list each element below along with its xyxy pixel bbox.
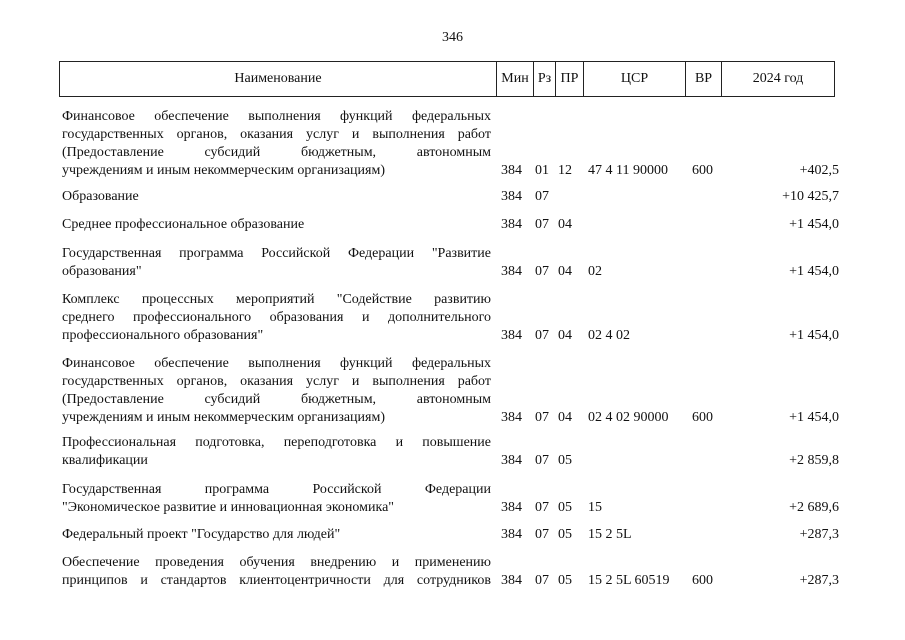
row-vr: 600: [692, 573, 713, 588]
row-name-line: Финансовое обеспечение выполнения функций федеральных: [62, 109, 491, 124]
row-min: 384: [501, 573, 522, 588]
row-pr: 04: [558, 410, 572, 425]
row-sum: +1 454,0: [789, 410, 839, 425]
row-min: 384: [501, 410, 522, 425]
page-number: 346: [442, 30, 463, 45]
row-name-line: среднего профессионального образования и дополнительного: [62, 310, 491, 325]
row-name: [62, 291, 491, 345]
row-name-line: Финансовое обеспечение выполнения функций федеральных: [62, 356, 491, 371]
row-sum: +2 689,6: [789, 500, 839, 515]
row-name-line: учреждениям и иным некоммерческим организациям): [62, 410, 386, 425]
row-name: [62, 481, 491, 517]
row-name-line: принципов и стандартов клиентоцентричности для сотрудников: [62, 573, 491, 588]
row-rz: 07: [535, 500, 549, 515]
row-name-line: образования": [62, 264, 142, 279]
row-name-line: Обеспечение проведения обучения внедрению и применению: [62, 555, 491, 570]
row-name-line: Государственная программа Российской Федерации "Развитие: [62, 246, 491, 261]
row-sum: +1 454,0: [789, 264, 839, 279]
row-csr: 02 4 02: [588, 328, 630, 343]
row-rz: 07: [535, 453, 549, 468]
header-name: Наименование: [60, 62, 497, 97]
row-min: 384: [501, 217, 522, 232]
row-pr: 05: [558, 500, 572, 515]
header-csr: ЦСР: [584, 62, 686, 97]
row-name: [62, 216, 491, 234]
row-pr: 05: [558, 527, 572, 542]
row-name: [62, 108, 491, 180]
row-name-line: государственных органов, оказания услуг и выполнения работ: [62, 374, 491, 389]
row-rz: 07: [535, 328, 549, 343]
row-name-line: Государственная программа Российской Федерации: [62, 482, 491, 497]
row-sum: +1 454,0: [789, 328, 839, 343]
row-csr: 15: [588, 500, 602, 515]
row-pr: 05: [558, 573, 572, 588]
table-header: [59, 61, 835, 97]
row-min: 384: [501, 328, 522, 343]
row-name-line: "Экономическое развитие и инновационная экономика": [62, 500, 395, 515]
row-min: 384: [501, 163, 522, 178]
row-min: 384: [501, 527, 522, 542]
row-rz: 01: [535, 163, 549, 178]
row-pr: 05: [558, 453, 572, 468]
row-csr: 47 4 11 90000: [588, 163, 668, 178]
row-min: 384: [501, 500, 522, 515]
row-sum: +10 425,7: [782, 189, 839, 204]
row-sum: +402,5: [799, 163, 839, 178]
row-pr: 12: [558, 163, 572, 178]
row-csr: 15 2 5L 60519: [588, 573, 670, 588]
header-pr: ПР: [556, 62, 584, 97]
row-rz: 07: [535, 527, 549, 542]
row-min: 384: [501, 453, 522, 468]
row-name-line: Образование: [62, 189, 139, 204]
row-name: [62, 245, 491, 281]
row-name-line: Федеральный проект "Государство для людей": [62, 527, 341, 542]
row-name: [62, 526, 491, 544]
row-pr: 04: [558, 328, 572, 343]
row-name: [62, 554, 491, 590]
row-sum: +287,3: [799, 527, 839, 542]
header-rz: Рз: [534, 62, 556, 97]
row-csr: 02: [588, 264, 602, 279]
row-rz: 07: [535, 217, 549, 232]
row-rz: 07: [535, 264, 549, 279]
row-min: 384: [501, 264, 522, 279]
row-sum: +287,3: [799, 573, 839, 588]
row-csr: 15 2 5L: [588, 527, 632, 542]
row-name-line: профессионального образования": [62, 328, 264, 343]
row-rz: 07: [535, 189, 549, 204]
row-name: [62, 434, 491, 470]
row-rz: 07: [535, 573, 549, 588]
row-vr: 600: [692, 410, 713, 425]
row-name-line: государственных органов, оказания услуг и выполнения работ: [62, 127, 491, 142]
row-vr: 600: [692, 163, 713, 178]
row-name-line: Комплекс процессных мероприятий "Содействие развитию: [62, 292, 491, 307]
row-pr: 04: [558, 264, 572, 279]
row-name-line: учреждениям и иным некоммерческим организациям): [62, 163, 386, 178]
row-name-line: (Предоставление субсидий бюджетным, автономным: [62, 392, 491, 407]
row-name: [62, 188, 491, 206]
row-pr: 04: [558, 217, 572, 232]
row-name-line: (Предоставление субсидий бюджетным, автономным: [62, 145, 491, 160]
row-csr: 02 4 02 90000: [588, 410, 669, 425]
row-name-line: квалификации: [62, 453, 148, 468]
row-name-line: Среднее профессиональное образование: [62, 217, 305, 232]
row-rz: 07: [535, 410, 549, 425]
header-year: 2024 год: [722, 62, 835, 97]
header-vr: ВР: [686, 62, 722, 97]
row-sum: +2 859,8: [789, 453, 839, 468]
row-sum: +1 454,0: [789, 217, 839, 232]
header-min: Мин: [497, 62, 534, 97]
row-name: [62, 355, 491, 427]
row-name-line: Профессиональная подготовка, переподготовка и повышение: [62, 435, 491, 450]
row-min: 384: [501, 189, 522, 204]
